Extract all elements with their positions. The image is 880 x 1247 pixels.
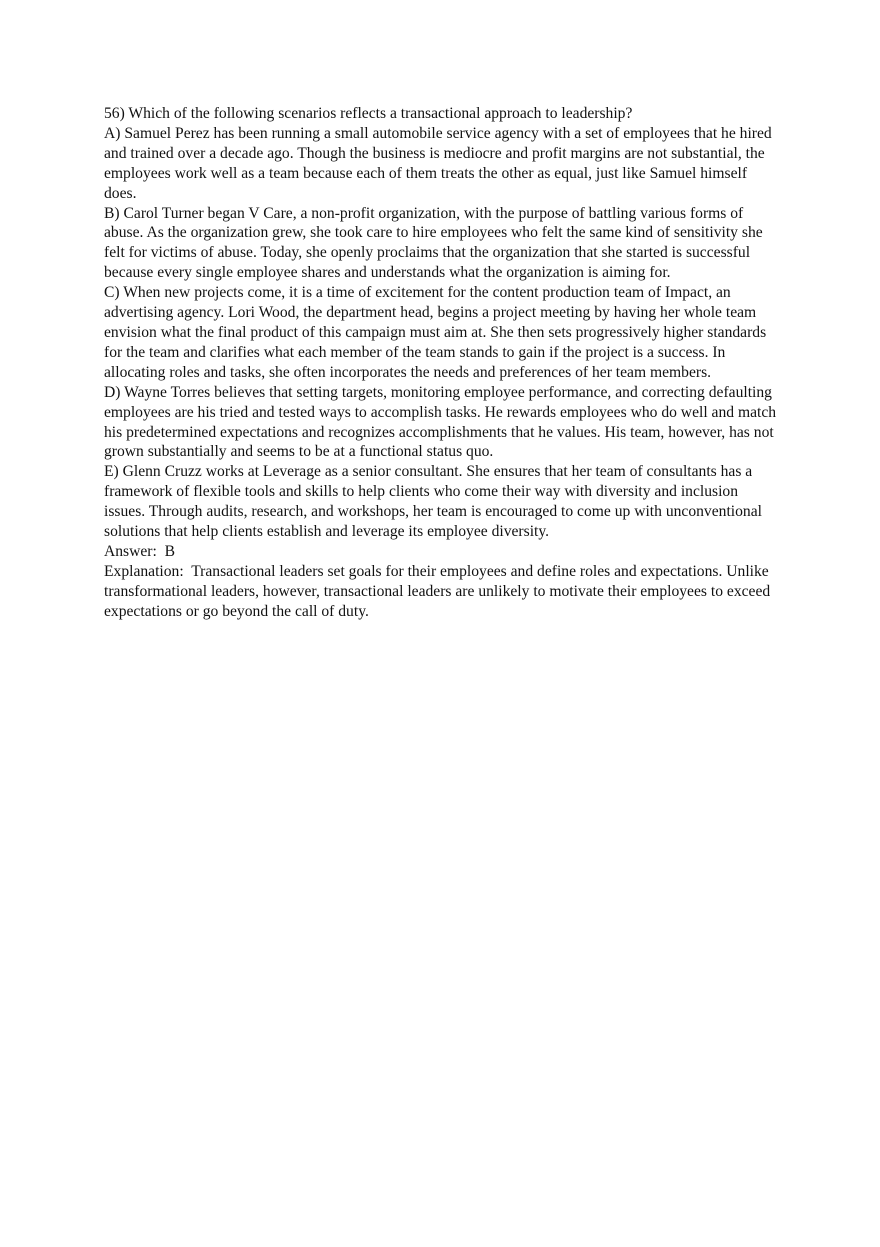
question-stem: 56) Which of the following scenarios reflects a transactional approach to leadership?: [104, 105, 633, 122]
option-b: B) Carol Turner began V Care, a non-profit organization, with the purpose of battling various forms of abuse. As the organization grew, she took care to hire employees who felt the same kind of sensitivity she felt for victims of abuse. Today, she openly proclaims that the organization that she started is successful because every single employee shares and understands what the organization is aiming for.: [104, 204, 763, 282]
answer-line: [104, 542, 780, 562]
explanation-text: Transactional leaders set goals for their employees and define roles and expectations. Unlike transformational leaders, however, transactional leaders are unlikely to motivate their employees to exceed expectations or go beyond the call of duty.: [104, 562, 771, 620]
option-a: A) Samuel Perez has been running a small automobile service agency with a set of employees that he hired and trained over a decade ago. Though the business is mediocre and profit margins are not substantial, the employees work well as a team because each of them treats the other as equal, just like Samuel himself does.: [104, 124, 772, 202]
answer-label: Answer:: [104, 542, 157, 560]
option-d: D) Wayne Torres believes that setting targets, monitoring employee performance, and correcting defaulting employees are his tried and tested ways to accomplish tasks. He rewards employees who do well and match his predetermined expectations and recognizes accomplishments that he values. His team, however, has not grown substantially and seems to be at a functional status quo.: [104, 383, 777, 461]
explanation-label: Explanation:: [104, 562, 184, 580]
document-page: [104, 104, 780, 622]
option-c: C) When new projects come, it is a time of excitement for the content production team of Impact, an advertising agency. Lori Wood, the department head, begins a project meeting by having her whole team envision what the final product of this campaign must aim at. She then sets progressively higher standards for the team and clarifies what each member of the team stands to gain if the project is a success. In allocating roles and tasks, she often incorporates the needs and preferences of her team members.: [104, 284, 767, 381]
explanation-line: [104, 562, 780, 622]
option-e: E) Glenn Cruzz works at Leverage as a senior consultant. She ensures that her team of consultants has a framework of flexible tools and skills to help clients who come their way with diversity and inclusion issues. Through audits, research, and workshops, her team is encouraged to come up with unconventional solutions that help clients establish and leverage its employee diversity.: [104, 463, 762, 541]
answer-value: B: [164, 542, 176, 560]
